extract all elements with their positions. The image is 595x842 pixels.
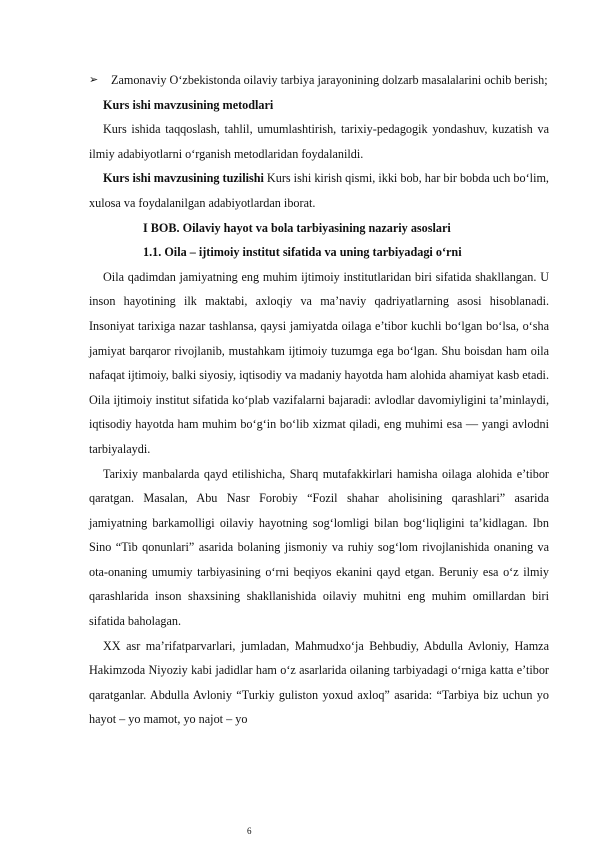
body-paragraph-3: XX asr ma’rifatparvarlari, jumladan, Mahmudxo‘ja Behbudiy, Abdulla Avloniy, Hamza Hakimzoda Niyoziy kabi jadidlar ham o‘z asarlarida oilaning tarbiyadagi o‘rniga katta e’tibor qaratganlar. Abdulla Avloniy “Turkiy guliston yoxud axloq” asarida: “Tarbiya biz uchun yo hayot – yo mamot, yo najot – yo	[89, 638, 549, 727]
methods-heading: Kurs ishi mavzusining metodlari	[103, 97, 274, 112]
arrow-bullet-icon: ➢	[89, 74, 99, 86]
section-title: 1.1. Oila – ijtimoiy institut sifatida va uning tarbiyadagi o‘rni	[143, 245, 462, 260]
structure-heading: Kurs ishi mavzusining tuzilishi	[103, 171, 264, 186]
objective-bullet	[89, 68, 549, 93]
chapter-title: I BOB. Oilaviy hayot va bola tarbiyasining nazariy asoslari	[143, 220, 451, 235]
page-content	[89, 68, 549, 732]
body-paragraph-2: Tarixiy manbalarda qayd etilishicha, Sharq mutafakkirlari hamisha oilaga alohida e’tibor qaratgan. Masalan, Abu Nasr Forobiy “Fozil shahar aholisining qarashlari” asarida jamiyatning barkamolligi oilaviy hayotning sog‘lomligi bilan bog‘liqligini ta’kidlagan. Ibn Sino “Tib qonunlari” asarida bolaning jismoniy va ruhiy sog‘lom rivojlanishida onaning va ota-onaning umumiy tarbiyasining o‘rni beqiyos ekanini qayd etgan. Beruniy esa o‘z ilmiy qarashlarida inson shaxsining shakllanishida oilaviy muhitni eng muhim omillardan biri sifatida baholagan.	[89, 466, 549, 629]
objective-text: Zamonaviy O‘zbekistonda oilaviy tarbiya jarayonining dolzarb masalalarini ochib berish;	[111, 73, 548, 87]
methods-text: Kurs ishida taqqoslash, tahlil, umumlashtirish, tarixiy-pedagogik yondashuv, kuzatish va ilmiy adabiyotlarni o‘rganish metodlaridan foydalanildi.	[89, 122, 549, 161]
body-paragraph-1: Oila qadimdan jamiyatning eng muhim ijtimoiy institutlaridan biri sifatida shakllangan. U inson hayotining ilk maktabi, axloqiy va ma’naviy qadriyatlarning asosi hisoblanadi. Insoniyat tarixiga nazar tashlansa, qaysi jamiyatda oilaga e’tibor kuchli bo‘lgan bo‘lsa, o‘sha jamiyat barqaror rivojlanib, mustahkam ijtimoiy tuzumga ega bo‘lgan. Shu boisdan ham oila nafaqat ijtimoiy, balki siyosiy, iqtisodiy va madaniy hayotda ham alohida ahamiyat kasb etadi. Oila ijtimoiy institut sifatida ko‘plab vazifalarni bajaradi: avlodlar davomiyligini ta’minlaydi, iqtisodiy hayotda ham muhim bo‘g‘in bo‘lib xizmat qiladi, eng muhimi esa — yangi avlodni tarbiyalaydi.	[89, 269, 549, 456]
structure-paragraph	[89, 166, 549, 215]
structure-text: Kurs ishi kirish qismi, ikki bob, har bir bobda uch bo‘lim, xulosa va foydalanilgan adabiyotlardan iborat.	[89, 171, 549, 210]
page-number: 6	[247, 826, 252, 836]
